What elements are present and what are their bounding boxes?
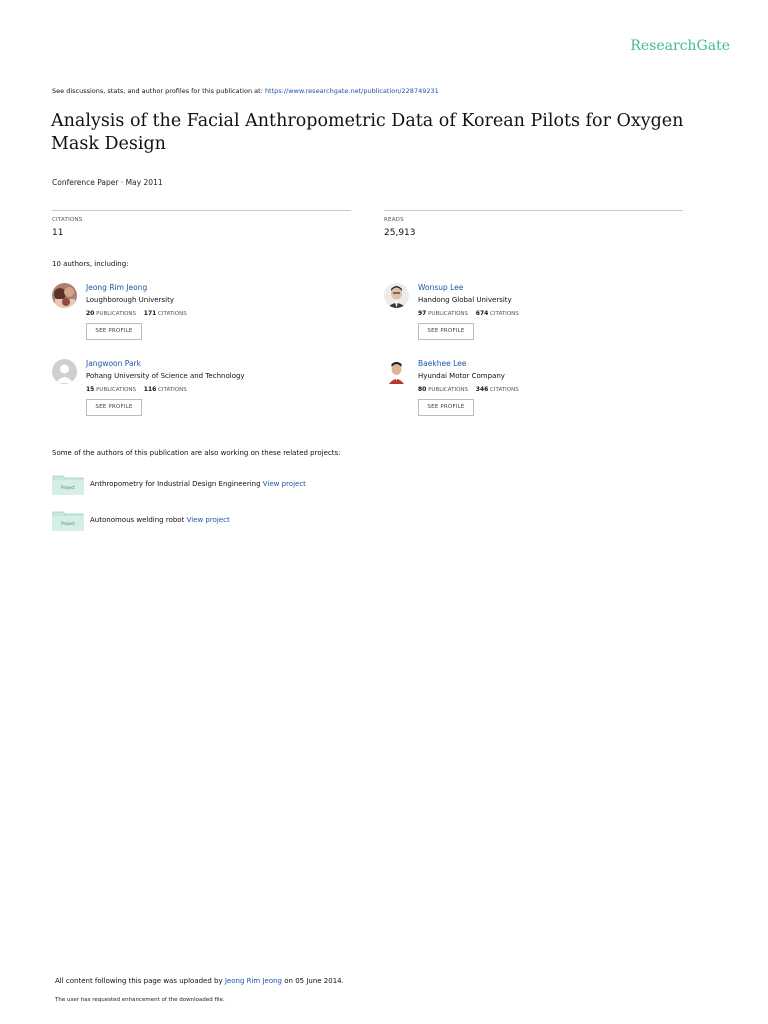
reads-value: 25,913 bbox=[384, 228, 416, 238]
authors-heading: 10 authors, including: bbox=[52, 260, 129, 268]
reads-label: READS bbox=[384, 217, 404, 223]
citations-count: 116 bbox=[143, 386, 157, 393]
project-folder-icon[interactable] bbox=[52, 473, 84, 495]
citations-label: CITATIONS bbox=[490, 387, 519, 393]
project-title: Autonomous welding robot bbox=[90, 516, 185, 524]
author-stats bbox=[86, 386, 187, 393]
upload-prefix: All content following this page was uploaded by bbox=[55, 977, 223, 985]
author-name-link[interactable]: Jeong Rim Jeong bbox=[86, 283, 148, 292]
avatar[interactable] bbox=[52, 283, 77, 308]
citations-divider bbox=[52, 210, 351, 211]
view-project-link[interactable]: View project bbox=[262, 480, 306, 488]
upload-notice bbox=[55, 977, 344, 985]
publication-url-link[interactable]: https://www.researchgate.net/publication/228749231 bbox=[264, 87, 439, 95]
citations-label: CITATIONS bbox=[158, 311, 187, 317]
publications-label: PUBLICATIONS bbox=[96, 387, 137, 393]
see-profile-button[interactable]: SEE PROFILE bbox=[418, 399, 474, 416]
author-card bbox=[52, 359, 352, 421]
author-card bbox=[384, 359, 684, 421]
view-project-link[interactable]: View project bbox=[186, 516, 230, 524]
citations-label: CITATIONS bbox=[52, 217, 83, 223]
project-folder-label: Project bbox=[61, 521, 75, 526]
avatar[interactable] bbox=[384, 359, 409, 384]
author-affiliation: Loughborough University bbox=[86, 296, 174, 304]
related-projects-heading: Some of the authors of this publication are also working on these related projects: bbox=[52, 449, 341, 457]
author-card bbox=[384, 283, 684, 345]
publications-label: PUBLICATIONS bbox=[428, 311, 469, 317]
project-folder-label: Project bbox=[61, 485, 75, 490]
project-item bbox=[52, 473, 452, 497]
publication-title: Analysis of the Facial Anthropometric Data of Korean Pilots for Oxygen Mask Design bbox=[51, 111, 684, 154]
publications-count: 20 bbox=[86, 310, 95, 317]
author-stats bbox=[418, 386, 519, 393]
publications-label: PUBLICATIONS bbox=[428, 387, 469, 393]
publications-label: PUBLICATIONS bbox=[96, 311, 137, 317]
citations-count: 346 bbox=[475, 386, 489, 393]
author-name-link[interactable]: Baekhee Lee bbox=[418, 359, 467, 368]
author-name-link[interactable]: Wonsup Lee bbox=[418, 283, 464, 292]
author-stats bbox=[86, 310, 187, 317]
author-affiliation: Handong Global University bbox=[418, 296, 512, 304]
citations-count: 171 bbox=[143, 310, 157, 317]
author-affiliation: Hyundai Motor Company bbox=[418, 372, 505, 380]
discussion-line bbox=[52, 87, 439, 95]
publications-count: 15 bbox=[86, 386, 95, 393]
uploader-link[interactable]: Jeong Rim Jeong bbox=[224, 977, 283, 985]
author-stats bbox=[418, 310, 519, 317]
author-affiliation: Pohang University of Science and Technology bbox=[86, 372, 245, 380]
author-name-link[interactable]: Jangwoon Park bbox=[86, 359, 141, 368]
project-title: Anthropometry for Industrial Design Engineering bbox=[90, 480, 261, 488]
project-folder-icon[interactable] bbox=[52, 509, 84, 531]
see-profile-button[interactable]: SEE PROFILE bbox=[86, 323, 142, 340]
researchgate-logo[interactable]: ResearchGate bbox=[630, 38, 730, 54]
avatar[interactable] bbox=[52, 359, 77, 384]
project-text bbox=[90, 480, 306, 488]
see-profile-button[interactable]: SEE PROFILE bbox=[86, 399, 142, 416]
discussion-text: See discussions, stats, and author profiles for this publication at: bbox=[52, 87, 263, 95]
enhancement-note: The user has requested enhancement of the downloaded file. bbox=[55, 997, 225, 1003]
citations-label: CITATIONS bbox=[158, 387, 187, 393]
publications-count: 80 bbox=[418, 386, 427, 393]
citations-count: 674 bbox=[475, 310, 489, 317]
publications-count: 97 bbox=[418, 310, 427, 317]
publication-meta: Conference Paper · May 2011 bbox=[52, 178, 163, 187]
see-profile-button[interactable]: SEE PROFILE bbox=[418, 323, 474, 340]
reads-divider bbox=[384, 210, 683, 211]
project-text bbox=[90, 516, 230, 524]
author-card bbox=[52, 283, 352, 345]
project-item bbox=[52, 509, 452, 533]
avatar[interactable] bbox=[384, 283, 409, 308]
citations-value: 11 bbox=[52, 228, 64, 238]
upload-suffix: on 05 June 2014. bbox=[284, 977, 344, 985]
citations-label: CITATIONS bbox=[490, 311, 519, 317]
